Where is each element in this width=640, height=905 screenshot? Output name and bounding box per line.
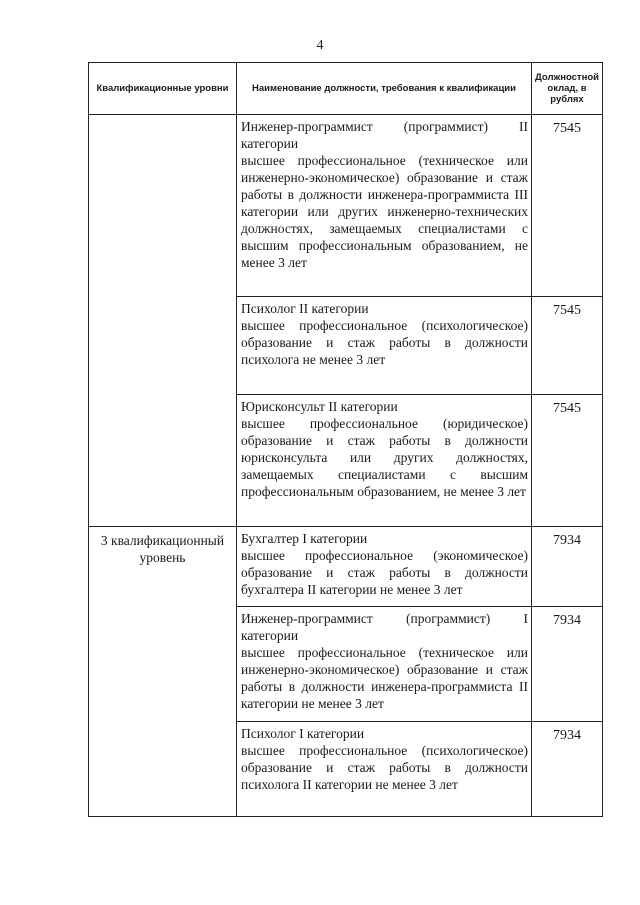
position-cell: [237, 115, 532, 297]
position-title: Психолог II категории: [241, 301, 369, 316]
position-title: Инженер-программист (программист) I категории: [241, 611, 528, 643]
salary-cell: 7934: [532, 527, 603, 607]
qualification-table: [88, 62, 603, 817]
position-cell: [237, 527, 532, 607]
position-cell: [237, 607, 532, 722]
position-requirements: высшее профессиональное (экономическое) образование и стаж работы в должности бухгалтера II категории не менее 3 лет: [241, 548, 528, 597]
table-row: [89, 527, 603, 607]
salary-cell: 7545: [532, 297, 603, 395]
position-title: Инженер-программист (программист) II категории: [241, 119, 528, 151]
position-title: Бухгалтер I категории: [241, 531, 368, 546]
position-cell: [237, 722, 532, 817]
salary-cell: 7934: [532, 722, 603, 817]
position-cell: [237, 395, 532, 527]
salary-cell: 7934: [532, 607, 603, 722]
header-level: Квалификационные уровни: [89, 63, 237, 115]
header-position: Наименование должности, требования к квалификации: [237, 63, 532, 115]
position-requirements: высшее профессиональное (психологическое) образование и стаж работы в должности психолога не менее 3 лет: [241, 318, 528, 367]
position-title: Психолог I категории: [241, 726, 365, 741]
header-salary: Должностной оклад, в рублях: [532, 63, 603, 115]
position-requirements: высшее профессиональное (техническое или инженерно-экономическое) образование и стаж работы в должности инженера-программиста III категории или других инженерно-технических должностях, замещаемых специалистами с высшим профессиональным образованием, не менее 3 лет: [241, 153, 528, 270]
position-title: Юрисконсульт II категории: [241, 399, 398, 414]
position-cell: [237, 297, 532, 395]
position-requirements: высшее профессиональное (юридическое) образование и стаж работы в должности юрисконсульта или других должностях, замещаемых специалистами с высшим профессиональным образованием, не менее 3 лет: [241, 416, 528, 499]
level-cell: 3 квалификационный уровень: [89, 527, 237, 817]
table-row: [89, 115, 603, 297]
salary-cell: 7545: [532, 395, 603, 527]
salary-cell: 7545: [532, 115, 603, 297]
level-cell: [89, 115, 237, 527]
page-number: 4: [316, 38, 324, 53]
table-header-row: [89, 63, 603, 115]
position-requirements: высшее профессиональное (психологическое) образование и стаж работы в должности психолога II категории не менее 3 лет: [241, 743, 528, 792]
position-requirements: высшее профессиональное (техническое или инженерно-экономическое) образование и стаж работы в должности инженера-программиста II категории не менее 3 лет: [241, 645, 528, 711]
